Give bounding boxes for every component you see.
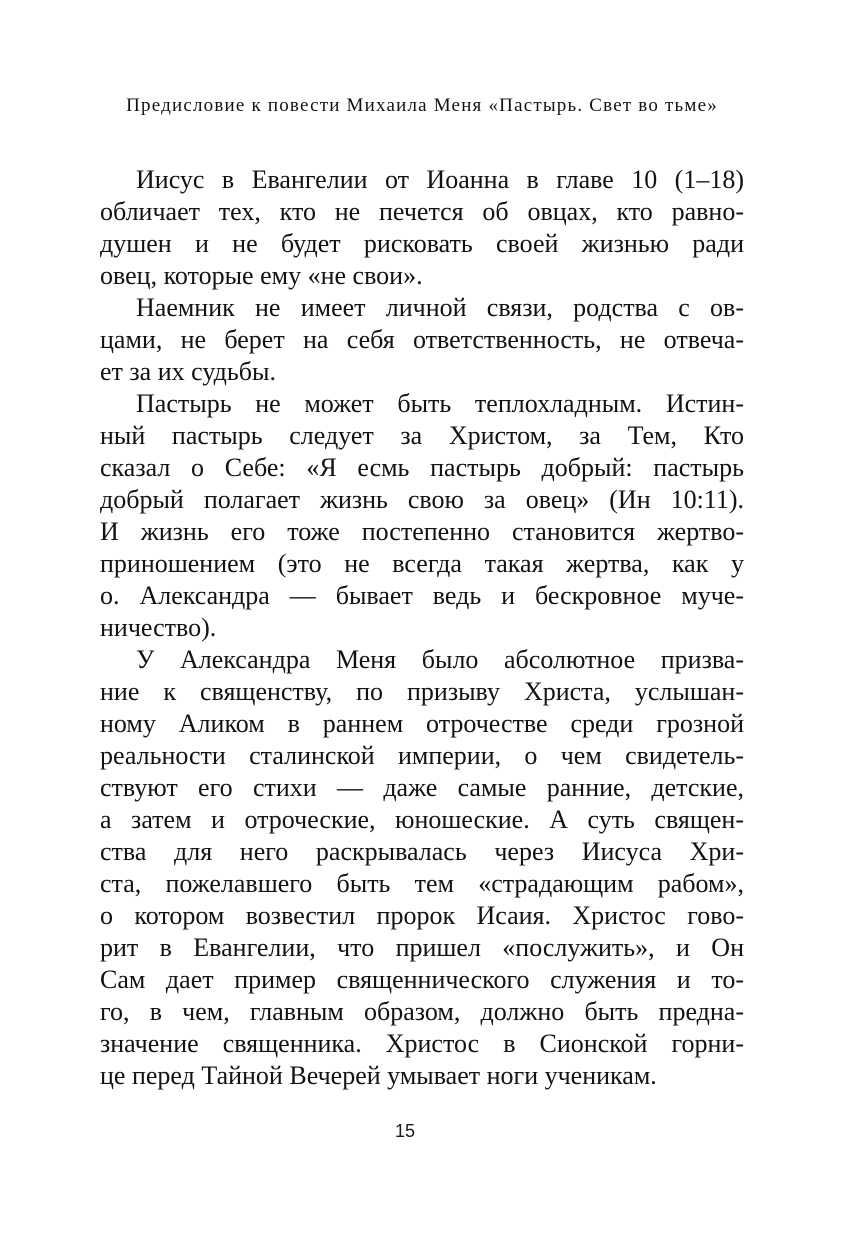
text-line: а затем и отроческие, юношеские. А суть священ- <box>100 805 744 834</box>
page-number: 15 <box>394 1121 416 1141</box>
text-line: ный пастырь следует за Христом, за Тем, Кто <box>100 421 744 450</box>
text-line: душен и не будет рисковать своей жизнью ради <box>100 229 744 258</box>
text-line: ста, пожелавшего быть тем «страдающим рабом», <box>100 869 744 898</box>
text-line: го, в чем, главным образом, должно быть предна- <box>100 997 744 1026</box>
text-line: Пастырь не может быть теплохладным. Истин- <box>136 389 744 418</box>
text-line: У Александра Меня было абсолютное призва- <box>136 645 744 674</box>
text-line: И жизнь его тоже постепенно становится жертво- <box>100 517 744 546</box>
body-text <box>100 164 744 1092</box>
text-line: ному Аликом в раннем отрочестве среди грозной <box>100 709 744 738</box>
text-line: ние к священству, по призыву Христа, услышан- <box>100 677 744 706</box>
text-line: добрый полагает жизнь свою за овец» (Ин 10:11). <box>100 485 744 514</box>
text-line: Сам дает пример священнического служения и то- <box>100 965 744 994</box>
text-line: цами, не берет на себя ответственность, не отвеча- <box>100 325 744 354</box>
text-line: овец, которые ему «не свои». <box>100 261 423 290</box>
text-line: сказал о Себе: «Я есмь пастырь добрый: пастырь <box>100 453 744 482</box>
text-line: реальности сталинской империи, о чем свидетель- <box>100 741 744 770</box>
text-line: ствуют его стихи — даже самые ранние, детские, <box>100 773 744 802</box>
text-line: ства для него раскрывалась через Иисуса Хри- <box>100 837 744 866</box>
text-line: рит в Евангелии, что пришел «послужить», и Он <box>100 933 744 962</box>
running-header: Предисловие к повести Михаила Меня «Пастырь. Свет во тьме» <box>126 95 718 116</box>
text-line: обличает тех, кто не печется об овцах, кто равно- <box>100 197 744 226</box>
text-line: Иисус в Евангелии от Иоанна в главе 10 (1–18) <box>136 165 744 194</box>
text-line: це перед Тайной Вечерей умывает ноги ученикам. <box>100 1061 657 1090</box>
text-line: ет за их судьбы. <box>100 357 276 386</box>
text-line: ничество). <box>100 613 217 642</box>
text-line: значение священника. Христос в Сионской горни- <box>100 1029 744 1058</box>
text-line: о котором возвестил пророк Исаия. Христос гово- <box>100 901 744 930</box>
text-line: Наемник не имеет личной связи, родства с ов- <box>136 293 744 322</box>
text-line: приношением (это не всегда такая жертва, как у <box>100 549 744 578</box>
text-line: о. Александра — бывает ведь и бескровное муче- <box>100 581 744 610</box>
